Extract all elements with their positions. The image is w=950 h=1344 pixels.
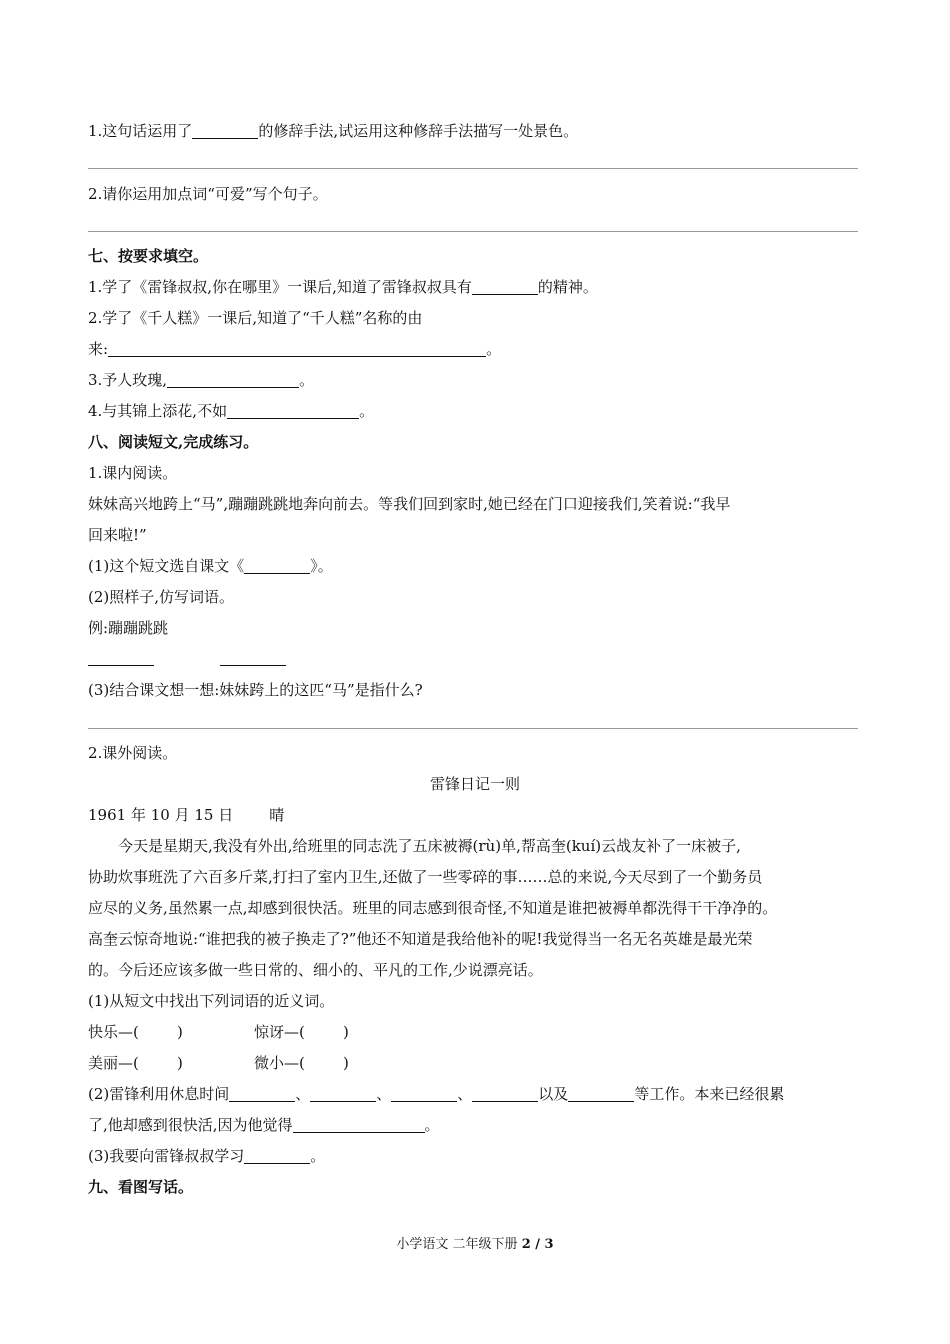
answer-blank[interactable] <box>293 1117 425 1133</box>
answer-line[interactable] <box>88 168 858 169</box>
q8-part1: 1.课内阅读。 <box>88 464 178 482</box>
answer-blank[interactable] <box>391 1086 457 1102</box>
q8-q3: (3)我要向雷锋叔叔学习 。 <box>88 1147 326 1165</box>
synonym-item: 美丽—( ) <box>88 1054 183 1072</box>
q8-part2: 2.课外阅读。 <box>88 744 178 762</box>
passage-line: 妹妹高兴地跨上“马”,蹦蹦跳跳地奔向前去。等我们回到家时,她已经在门口迎接我们,笑着说:“我早 <box>88 495 731 513</box>
synonym-item: 惊讶—( ) <box>254 1023 349 1041</box>
q7-item1: 1.学了《雷锋叔叔,你在哪里》一课后,知道了雷锋叔叔具有 的精神。 <box>88 278 598 296</box>
passage-line: 高奎云惊奇地说:“谁把我的被子换走了?”他还不知道是我给他补的呢!我觉得当一名无名英雄是最光荣 <box>88 930 753 948</box>
section-heading-8: 八、阅读短文,完成练习。 <box>88 433 259 451</box>
q6-item1: 1.这句话运用了 的修辞手法,试运用这种修辞手法描写一处景色。 <box>88 122 579 140</box>
q8-q2: (2)雷锋利用休息时间 、 、 、 以及 等工作。本来已经很累 <box>88 1085 785 1103</box>
answer-blank[interactable] <box>108 341 486 357</box>
q8-sub1: (1)这个短文选自课文《 》。 <box>88 557 333 575</box>
passage-line: 协助炊事班洗了六百多斤菜,打扫了室内卫生,还做了一些零碎的事……总的来说,今天尽到了一个勤务员 <box>88 868 763 886</box>
section-heading-9: 九、看图写话。 <box>88 1178 194 1196</box>
answer-blank[interactable] <box>310 1086 376 1102</box>
synonym-item: 微小—( ) <box>254 1054 349 1072</box>
passage-line: 回来啦!” <box>88 526 147 544</box>
answer-blank[interactable] <box>568 1086 634 1102</box>
synonym-item: 快乐—( ) <box>88 1023 183 1041</box>
passage-line: 今天是星期天,我没有外出,给班里的同志洗了五床被褥(rù)单,帮高奎(kuí)云战友补了一床被子, <box>118 837 741 855</box>
page-number: 2 / 3 <box>521 1237 554 1252</box>
q8-sub2: (2)照样子,仿写词语。 <box>88 588 235 606</box>
answer-blank[interactable] <box>227 403 359 419</box>
q7-item2-cont: 来: 。 <box>88 340 502 358</box>
passage-title: 雷锋日记一则 <box>429 775 520 793</box>
passage-line: 应尽的义务,虽然累一点,却感到很快活。班里的同志感到很奇怪,不知道是谁把被褥单都洗得干干净净的。 <box>88 899 778 917</box>
q7-item4: 4.与其锦上添花,不如 。 <box>88 402 375 420</box>
answer-line[interactable] <box>88 728 858 729</box>
section-heading-7: 七、按要求填空。 <box>88 247 209 265</box>
answer-blank[interactable] <box>229 1086 295 1102</box>
answer-blank[interactable] <box>244 558 310 574</box>
answer-blank[interactable] <box>220 665 286 666</box>
q8-q1: (1)从短文中找出下列词语的近义词。 <box>88 992 335 1010</box>
q8-sub3: (3)结合课文想一想:妹妹跨上的这匹“马”是指什么? <box>88 681 423 699</box>
answer-blank[interactable] <box>244 1148 310 1164</box>
q8-example: 例:蹦蹦跳跳 <box>88 619 169 637</box>
passage-line: 的。今后还应该多做一些日常的、细小的、平凡的工作,少说漂亮话。 <box>88 961 543 979</box>
q8-q2-cont: 了,他却感到很快活,因为他觉得 。 <box>88 1116 440 1134</box>
answer-blank[interactable] <box>472 1086 538 1102</box>
answer-blank[interactable] <box>88 665 154 666</box>
answer-blank[interactable] <box>192 123 258 139</box>
answer-blank[interactable] <box>167 372 299 388</box>
answer-line[interactable] <box>88 231 858 232</box>
answer-blank[interactable] <box>472 279 538 295</box>
q6-item2: 2.请你运用加点词“可爱”写个句子。 <box>88 185 328 203</box>
q7-item2: 2.学了《千人糕》一课后,知道了“千人糕”名称的由 <box>88 309 423 327</box>
page-footer: 小学语文 二年级下册 2 / 3 <box>396 1237 554 1252</box>
diary-date: 1961 年 10 月 15 日 晴 <box>88 806 285 824</box>
q7-item3: 3.予人玫瑰, 。 <box>88 371 315 389</box>
